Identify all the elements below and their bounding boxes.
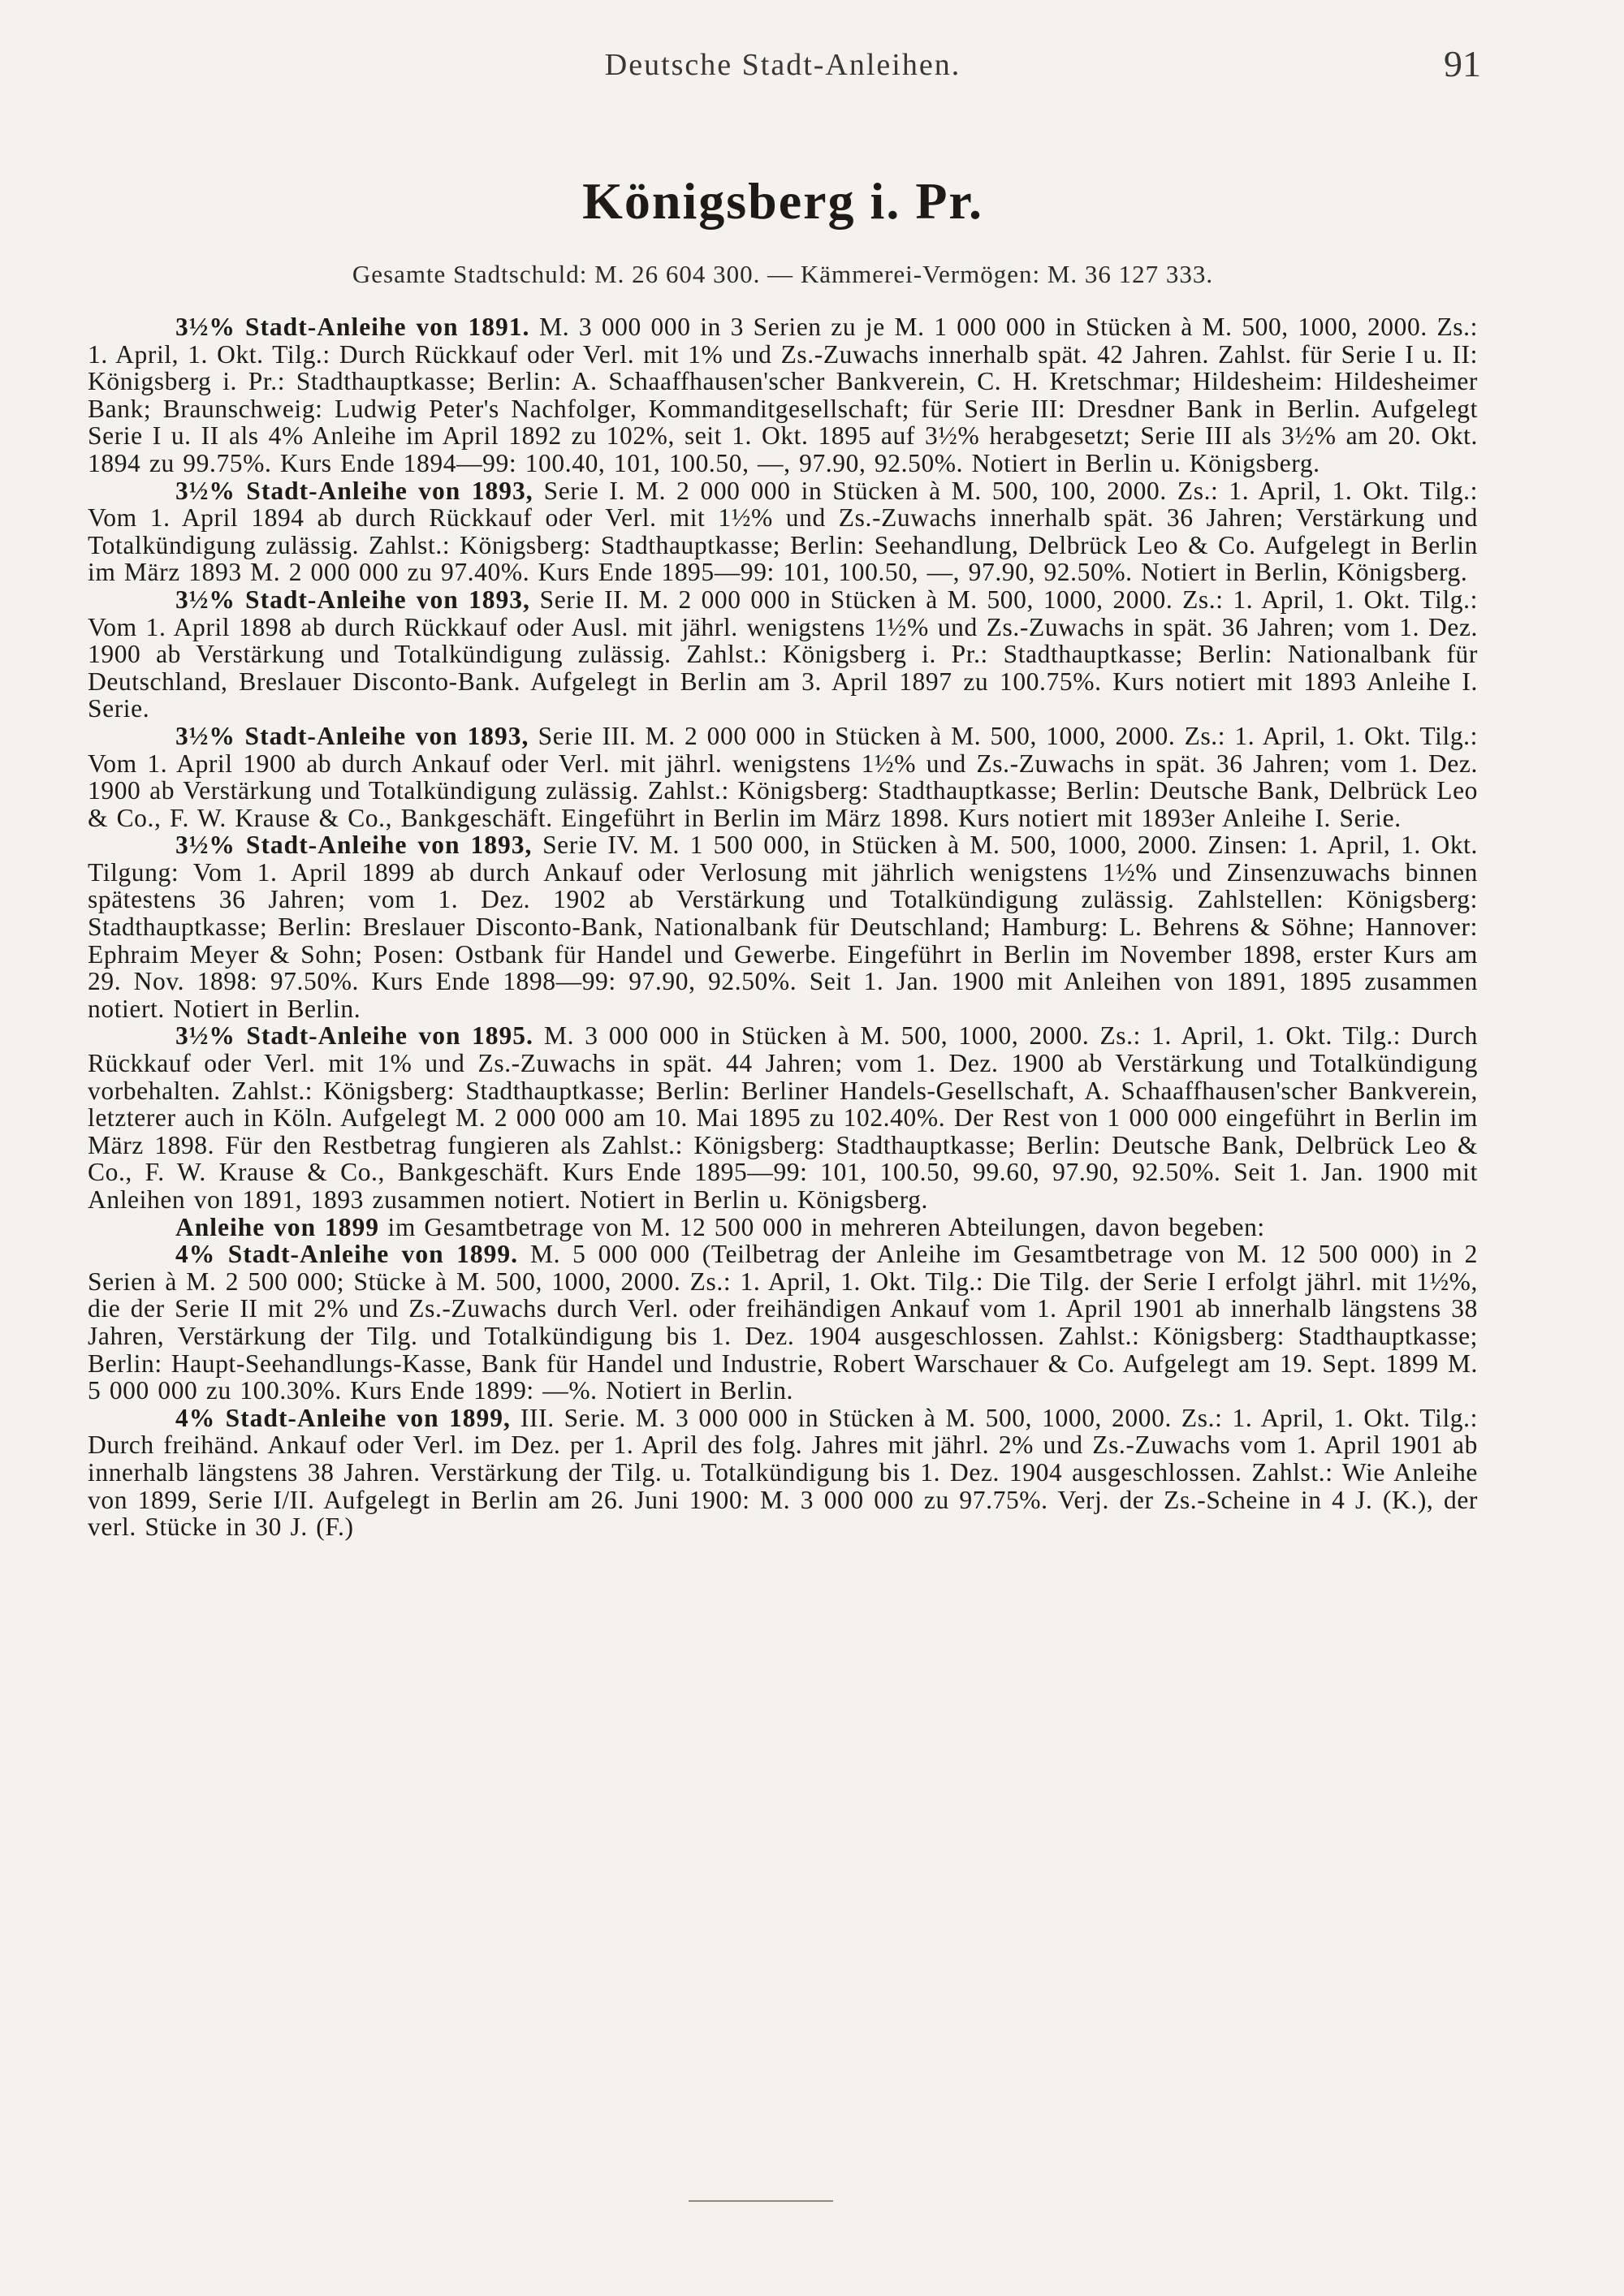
entry-heading: 3½% Stadt-Anleihe von 1893, [175, 831, 533, 860]
page-number: 91 [1444, 43, 1481, 84]
loan-entry-1895 [88, 1022, 1478, 1213]
entry-body: Serie I. M. 2 000 000 in Stücken à M. 500, 100, 2000. Zs.: 1. April, 1. Okt. Tilg.: Vom 1. April 1894 ab durch Rückkauf oder Verl. mit 1½% und Zs.-Zuwachs innerhalb spät. 36 Jahren; Verstärkung und Totalkündigung zulässig. Zahlst.: Königsberg: Stadthauptkasse; Berlin: Seehandlung, Delbrück Leo & Co. Aufgelegt in Berlin im März 1893 M. 2 000 000 zu 97.40%. Kurs Ende 1895—99: 101, 100.50, —, 97.90, 92.50%. Notiert in Berlin, Königsberg. [88, 476, 1479, 587]
loan-entry-1899-serie-1-2 [88, 1241, 1478, 1405]
entry-body: III. Serie. M. 3 000 000 in Stücken à M. 500, 1000, 2000. Zs.: 1. April, 1. Okt. Tilg.: Durch freihänd. Ankauf oder Verl. im Dez. per 1. April des folg. Jahres mit jährl. 2% und Zs.-Zuwachs vom 1. April 1901 ab innerhalb längstens 38 Jahren. Verstärkung der Tilg. u. Totalkündigung bis 1. Dez. 1904 ausgeschlossen. Zahlst.: Wie Anleihe von 1899, Serie I/II. Aufgelegt in Berlin am 26. Juni 1900: M. 3 000 000 zu 97.75%. Verj. der Zs.-Scheine in 4 J. (K.), der verl. Stücke in 30 J. (F.) [88, 1403, 1478, 1542]
loan-entry-1893-serie-2 [88, 586, 1478, 723]
loan-entries [88, 313, 1478, 1541]
loan-entry-1893-serie-1 [88, 477, 1478, 586]
entry-body: M. 3 000 000 in 3 Serien zu je M. 1 000 000 in Stücken à M. 500, 1000, 2000. Zs.: 1. April, 1. Okt. Tilg.: Durch Rückkauf oder Verl. mit 1% und Zs.-Zuwachs innerhalb spät. 42 Jahren. Zahlst. für Serie I u. II: Königsberg i. Pr.: Stadthauptkasse; Berlin: A. Schaaffhausen'scher Bankverein, C. H. Kretschmar; Hildesheim: Hildesheimer Bank; Braunschweig: Ludwig Peter's Nachfolger, Kommanditgesellschaft; für Serie III: Dresdner Bank in Berlin. Aufgelegt Serie I u. II als 4% Anleihe im April 1892 zu 102%, seit 1. Okt. 1895 auf 3½% herabgesetzt; Serie III als 3½% am 20. Okt. 1894 zu 99.75%. Kurs Ende 1894—99: 100.40, 101, 100.50, —, 97.90, 92.50%. Notiert in Berlin u. Königsberg. [88, 313, 1478, 477]
entry-heading: 3½% Stadt-Anleihe von 1893, [175, 721, 529, 750]
debt-summary: Gesamte Stadtschuld: M. 26 604 300. — Kämmerei-Vermögen: M. 36 127 333. [352, 260, 1214, 288]
running-title: Deutsche Stadt-Anleihen. [604, 48, 961, 82]
entry-body: im Gesamtbetrage von M. 12 500 000 in mehreren Abteilungen, davon begeben: [379, 1212, 1265, 1241]
entry-body: Serie II. M. 2 000 000 in Stücken à M. 500, 1000, 2000. Zs.: 1. April, 1. Okt. Tilg.: Vom 1. April 1898 ab durch Rückkauf oder Ausl. mit jährl. wenigstens 1½% und Zs.-Zuwachs in spät. 36 Jahren; vom 1. Dez. 1900 ab Verstärkung und Totalkündigung zulässig. Zahlst.: Königsberg i. Pr.: Stadthauptkasse; Berlin: Nationalbank für Deutschland, Breslauer Disconto-Bank. Aufgelegt in Berlin am 3. April 1897 zu 100.75%. Kurs notiert mit 1893 Anleihe I. Serie. [88, 585, 1478, 723]
running-header [88, 43, 1481, 96]
entry-heading: Anleihe von 1899 [175, 1212, 380, 1241]
loan-entry-1891 [88, 313, 1478, 477]
entry-heading: 4% Stadt-Anleihe von 1899, [175, 1403, 511, 1432]
page-title: Königsberg i. Pr. [582, 172, 983, 230]
entry-heading: 4% Stadt-Anleihe von 1899. [175, 1240, 518, 1269]
loan-entry-1899-serie-3 [88, 1405, 1478, 1541]
loan-entry-1899-total [88, 1214, 1478, 1241]
entry-body: Serie III. M. 2 000 000 in Stücken à M. 500, 1000, 2000. Zs.: 1. April, 1. Okt. Tilg.: Vom 1. April 1900 ab durch Ankauf oder Verl. mit jährl. wenigstens 1½% und Zs.-Zuwachs in spät. 36 Jahren; vom 1. Dez. 1900 ab Verstärkung und Totalkündigung zulässig. Zahlst.: Königsberg: Stadthauptkasse; Berlin: Deutsche Bank, Delbrück Leo & Co., F. W. Krause & Co., Bankgeschäft. Eingeführt in Berlin im März 1898. Kurs notiert mit 1893er Anleihe I. Serie. [88, 721, 1478, 832]
entry-heading: 3½% Stadt-Anleihe von 1891. [175, 313, 530, 341]
entry-body: Serie IV. M. 1 500 000, in Stücken à M. 500, 1000, 2000. Zinsen: 1. April, 1. Okt. Tilgung: Vom 1. April 1899 ab durch Ankauf oder Verlosung mit jährlich wenigstens 1½% und Zinsenzuwachs binnen spätestens 36 Jahren; vom 1. Dez. 1902 ab Verstärkung und Totalkündigung zulässig. Zahlstellen: Königsberg: Stadthauptkasse; Berlin: Breslauer Disconto-Bank, Nationalbank für Deutschland; Hamburg: L. Behrens & Söhne; Hannover: Ephraim Meyer & Sohn; Posen: Ostbank für Handel und Gewerbe. Eingeführt in Berlin im November 1898, erster Kurs am 29. Nov. 1898: 97.50%. Kurs Ende 1898—99: 97.90, 92.50%. Seit 1. Jan. 1900 mit Anleihen von 1891, 1895 zusammen notiert. Notiert in Berlin. [88, 831, 1479, 1023]
entry-body: M. 5 000 000 (Teilbetrag der Anleihe im Gesamtbetrage von M. 12 500 000) in 2 Serien à M. 2 500 000; Stücke à M. 500, 1000, 2000. Zs.: 1. April, 1. Okt. Tilg.: Die Tilg. der Serie I erfolgt jährl. mit 1½%, die der Serie II mit 2% und Zs.-Zuwachs durch Verl. oder freihändigen Ankauf vom 1. April 1901 ab innerhalb längstens 38 Jahren, Verstärkung der Tilg. und Totalkündigung bis 1. Dez. 1904 ausgeschlossen. Zahlst.: Königsberg: Stadthauptkasse; Berlin: Haupt-Seehandlungs-Kasse, Bank für Handel und Industrie, Robert Warschauer & Co. Aufgelegt am 19. Sept. 1899 M. 5 000 000 zu 100.30%. Kurs Ende 1899: —%. Notiert in Berlin. [88, 1240, 1479, 1405]
entry-heading: 3½% Stadt-Anleihe von 1893, [175, 585, 530, 614]
entry-heading: 3½% Stadt-Anleihe von 1893, [175, 476, 533, 505]
footer-divider [689, 2200, 833, 2202]
loan-entry-1893-serie-4 [88, 831, 1478, 1022]
loan-entry-1893-serie-3 [88, 723, 1478, 831]
entry-body: M. 3 000 000 in Stücken à M. 500, 1000, 2000. Zs.: 1. April, 1. Okt. Tilg.: Durch Rückkauf oder Verl. mit 1% und Zs.-Zuwachs in spät. 44 Jahren; vom 1. Dez. 1900 ab Verstärkung und Totalkündigung vorbehalten. Zahlst.: Königsberg: Stadthauptkasse; Berlin: Berliner Handels-Gesellschaft, A. Schaaffhausen'scher Bankverein, letzterer auch in Köln. Aufgelegt M. 2 000 000 am 10. Mai 1895 zu 102.40%. Der Rest von 1 000 000 eingeführt in Berlin im März 1898. Für den Restbetrag fungieren als Zahlst.: Königsberg: Stadthauptkasse; Berlin: Deutsche Bank, Delbrück Leo & Co., F. W. Krause & Co., Bankgeschäft. Kurs Ende 1895—99: 101, 100.50, 99.60, 97.90, 92.50%. Seit 1. Jan. 1900 mit Anleihen von 1891, 1893 zusammen notiert. Notiert in Berlin u. Königsberg. [88, 1021, 1478, 1214]
entry-heading: 3½% Stadt-Anleihe von 1895. [175, 1021, 533, 1051]
